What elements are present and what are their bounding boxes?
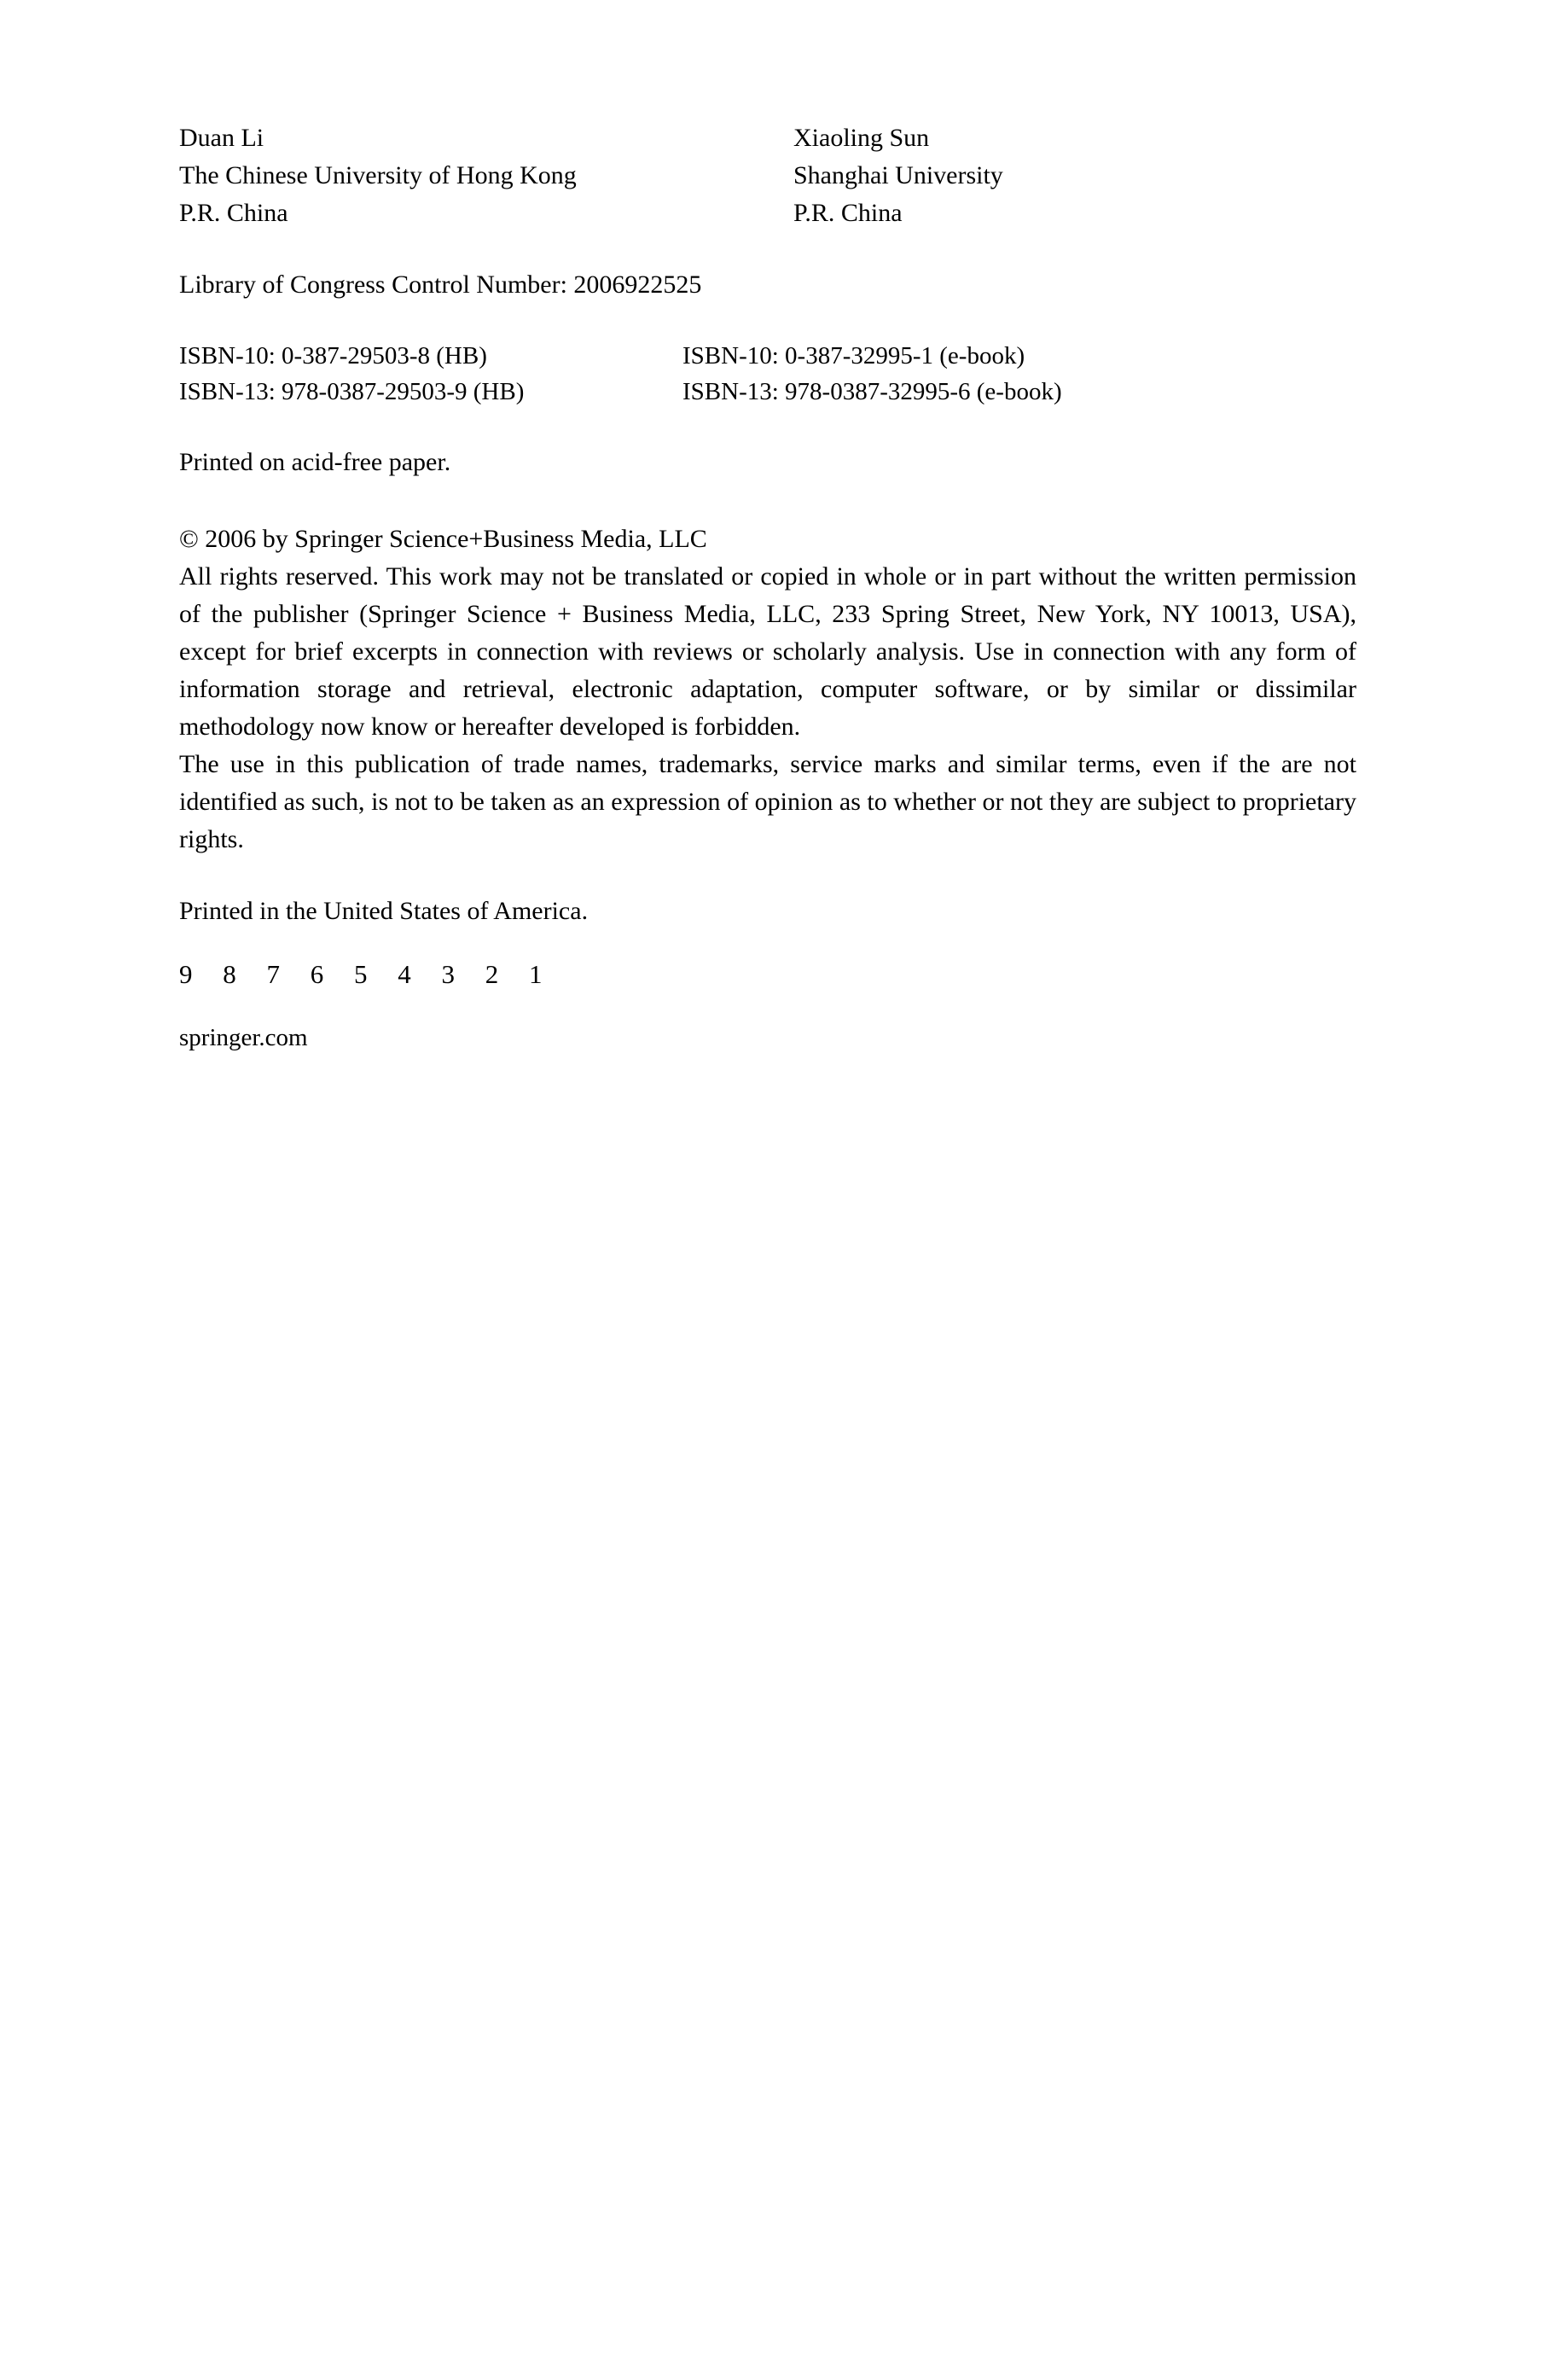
printed-in-line: Printed in the United States of America. <box>179 897 589 925</box>
spacer-after-authors <box>179 232 1356 266</box>
publisher-url[interactable]: springer.com <box>179 1024 308 1051</box>
author-1-affiliation: The Chinese University of Hong Kong <box>179 161 577 189</box>
isbn-10-ebook: ISBN-10: 0-387-32995-1 (e-book) <box>682 342 1025 369</box>
acid-free-paper-line: Printed on acid-free paper. <box>179 448 451 476</box>
author-1-name: Duan Li <box>179 124 264 152</box>
isbn-13-print: ISBN-13: 978-0387-29503-9 (HB) <box>179 378 525 405</box>
trademark-paragraph: The use in this publication of trade names, trademarks, service marks and similar terms, even if the are not identified as such, is not to be taken as an expression of opinion as to whether or not they are subject to proprietary rights. <box>179 750 1356 853</box>
spacer-after-copyright <box>179 858 1356 893</box>
spacer-after-isbn <box>179 410 1356 444</box>
author-2-name: Xiaoling Sun <box>793 124 930 152</box>
author-2-affiliation: Shanghai University <box>793 161 1003 189</box>
page-content <box>179 119 1356 1056</box>
author-1-country: P.R. China <box>179 199 288 227</box>
author-column-left <box>179 119 793 232</box>
spacer-after-loc <box>179 304 1356 338</box>
library-of-congress-line: Library of Congress Control Number: 2006922525 <box>179 271 702 299</box>
spacer-after-printed-in <box>179 930 1356 956</box>
spacer-after-printer-key <box>179 993 1356 1019</box>
copyright-notice: © 2006 by Springer Science+Business Media, LLC <box>179 525 707 553</box>
isbn-row <box>179 374 1356 410</box>
printer-key-numbers: 9 8 7 6 5 4 3 2 1 <box>179 959 555 989</box>
all-rights-reserved-paragraph: All rights reserved. This work may not be translated or copied in whole or in part without the written permission of the publisher (Springer Science + Business Media, LLC, 233 Spring Street, New York, NY 10013, USA), except for brief excerpts in connection with reviews or scholarly analysis. Use in connection with any form of information storage and retrieval, electronic adaptation, computer software, or by similar or dissimilar methodology now know or hereafter developed is forbidden. <box>179 562 1356 741</box>
isbn-block <box>179 338 1356 410</box>
author-2-country: P.R. China <box>793 199 903 227</box>
isbn-10-print: ISBN-10: 0-387-29503-8 (HB) <box>179 342 487 369</box>
spacer-after-paper <box>179 481 1356 521</box>
author-block <box>179 119 1356 232</box>
isbn-row <box>179 338 1356 374</box>
isbn-13-ebook: ISBN-13: 978-0387-32995-6 (e-book) <box>682 378 1062 405</box>
author-column-right <box>793 119 1339 232</box>
